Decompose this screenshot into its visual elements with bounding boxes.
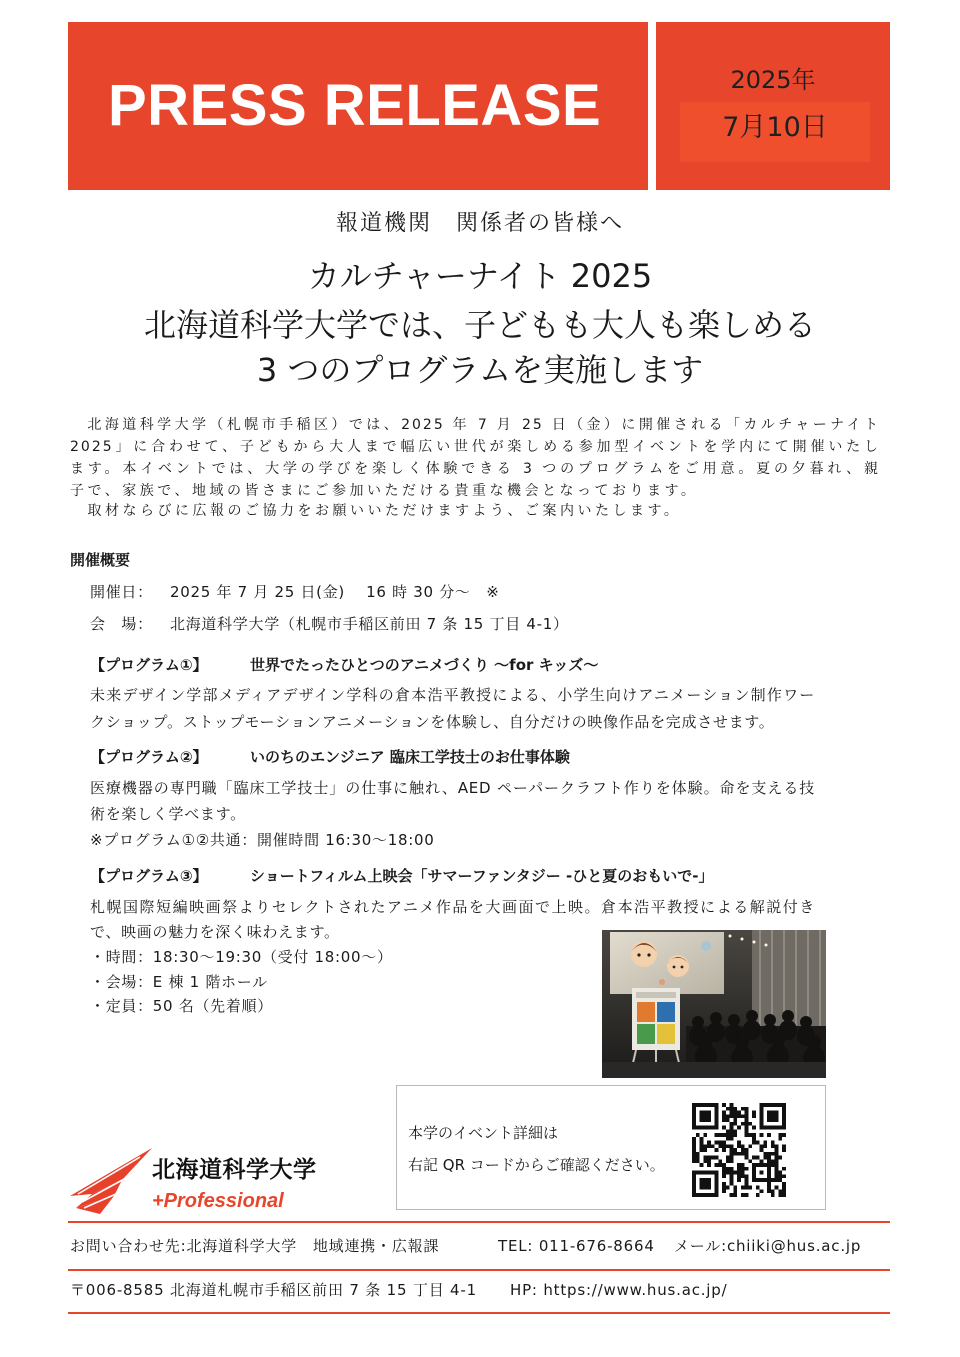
qr-box-text-line: 本学のイベント詳細は: [408, 1124, 559, 1142]
program-title: ショートフィルム上映会「サマーファンタジー -ひと夏のおもいで-」: [250, 867, 714, 885]
headline-line-1: カルチャーナイト 2025: [307, 257, 653, 295]
program-label: 【プログラム②】: [90, 748, 208, 766]
logo-tagline: +Professional: [152, 1190, 284, 1212]
common-schedule-note: ※プログラム①②共通：開催時間 16:30～18:00: [90, 831, 435, 849]
program-description-line: 術を楽しく学べます。: [90, 805, 246, 823]
banner-title: PRESS RELEASE: [108, 73, 602, 138]
release-date-box: [680, 102, 870, 162]
intro-line: ます。本イベントでは、大学の学びを楽しく体験できる 3 つのプログラムをご用意。夏の夕暮れ、親: [70, 461, 880, 477]
headline-line-2: 北海道科学大学では、子どもも大人も楽しめる: [143, 306, 816, 344]
release-date: 7月10日: [722, 112, 828, 143]
release-date-panel: [656, 22, 890, 190]
headline-line-3: 3 つのプログラムを実施します: [256, 351, 704, 389]
footer-divider: [68, 1312, 890, 1314]
contact-email: メール:chiiki@hus.ac.jp: [674, 1237, 862, 1255]
program-description-line: 札幌国際短編映画祭よりセレクトされたアニメ作品を大画面で上映。倉本浩平教授による解説付き: [90, 898, 815, 916]
event-photo-image: [602, 930, 826, 1078]
qr-code-icon: [692, 1103, 786, 1197]
program-detail-venue: ・会場：E 棟 1 階ホール: [90, 973, 268, 991]
program-label: 【プログラム③】: [90, 867, 208, 885]
addressee-line: 報道機関 関係者の皆様へ: [335, 211, 624, 236]
intro-line: 北海道科学大学（札幌市手稲区）では、2025 年 7 月 25 日（金）に開催される「カルチャーナイト: [70, 417, 880, 433]
event-photo: [602, 930, 826, 1078]
overview-heading: 開催概要: [70, 551, 131, 569]
press-release-banner: [68, 22, 648, 190]
website-url: HP: https://www.hus.ac.jp/: [510, 1281, 728, 1299]
footer-divider: [68, 1269, 890, 1271]
program-detail-capacity: ・定員：50 名（先着順）: [90, 997, 273, 1015]
qr-code: [692, 1103, 786, 1197]
program-title: いのちのエンジニア 臨床工学技士のお仕事体験: [250, 748, 570, 766]
projection-screen: [610, 932, 724, 994]
program-description-line: 医療機器の専門職「臨床工学技士」の仕事に触れ、AED ペーパークラフト作りを体験。命を支える技: [90, 779, 815, 797]
contact-phone: TEL: 011-676-8664: [498, 1237, 655, 1255]
qr-box-text-line: 右記 QR コードからご確認ください。: [408, 1156, 665, 1174]
event-venue-value: 北海道科学大学（札幌市手稲区前田 7 条 15 丁目 4-1）: [170, 615, 569, 633]
intro-line: 子で、家族で、地域の皆さまにご参加いただける貴重な機会となっております。: [70, 483, 699, 499]
program-detail-time: ・時間：18:30～19:30（受付 18:00～）: [90, 948, 393, 966]
program-label: 【プログラム①】: [90, 656, 208, 674]
logo-university-name: 北海道科学大学: [152, 1157, 317, 1183]
contact-department: お問い合わせ先:北海道科学大学 地域連携・広報課: [70, 1237, 440, 1255]
program-description-line: 未来デザイン学部メディアデザイン学科の倉本浩平教授による、小学生向けアニメーション制作ワー: [90, 686, 815, 704]
event-venue-label: 会 場：: [90, 615, 153, 633]
university-logo-mark-icon: [70, 1148, 152, 1214]
intro-line: 取材ならびに広報のご協力をお願いいただけますよう、ご案内いたします。: [70, 503, 682, 519]
release-year: 2025年: [730, 66, 816, 94]
footer-divider: [68, 1221, 890, 1223]
event-date-value: 2025 年 7 月 25 日(金) 16 時 30 分～ ※: [170, 583, 500, 601]
intro-line: 2025」に合わせて、子どもから大人まで幅広い世代が楽しめる参加型イベントを学内にて開催いたし: [70, 439, 880, 455]
postal-address: 〒006-8585 北海道札幌市手稲区前田 7 条 15 丁目 4-1: [70, 1281, 477, 1299]
program-description-line: クショップ。ストップモーションアニメーションを体験し、自分だけの映像作品を完成させます。: [90, 713, 775, 731]
program-description-line: で、映画の魅力を深く味わえます。: [90, 923, 340, 941]
program-title: 世界でたったひとつのアニメづくり ～for キッズ～: [250, 656, 599, 674]
event-date-label: 開催日：: [90, 583, 153, 601]
